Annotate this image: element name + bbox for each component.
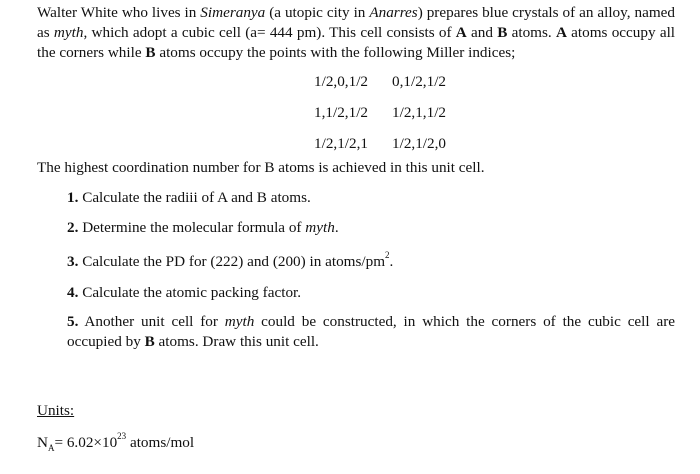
question-text: .	[334, 219, 339, 236]
question-1	[67, 188, 675, 208]
intro-text: atoms.	[507, 24, 556, 41]
miller-row	[314, 66, 446, 97]
miller-index: 0,1/2,1/2	[392, 72, 447, 90]
intro-text: , which adopt a cubic cell (a= 444 pm). This cell consists of	[83, 24, 456, 41]
question-text: .	[389, 253, 394, 270]
miller-index: 1,1/2,1/2	[314, 103, 369, 121]
question-number: 1.	[67, 189, 79, 206]
question-3	[67, 252, 675, 272]
miller-row	[314, 128, 446, 159]
alloy-name: myth	[224, 313, 255, 330]
avogadro-unit: atoms/mol	[126, 434, 195, 451]
question-text: Determine the molecular formula of	[78, 219, 306, 236]
question-5	[67, 312, 675, 352]
avogadro-subscript: A	[47, 443, 55, 453]
coordination-statement: The highest coordination number for B atoms is achieved in this unit cell.	[37, 159, 485, 176]
question-number: 3.	[67, 253, 79, 270]
exponent: 2	[385, 250, 390, 260]
question-text: Another unit cell for	[78, 313, 225, 330]
miller-indices-table	[314, 66, 446, 159]
atom-b-label: B	[144, 333, 155, 350]
city-name: Simeranya	[200, 4, 266, 21]
question-number: 5.	[67, 313, 79, 330]
alloy-name: myth	[53, 24, 84, 41]
place-name: Anarres	[369, 4, 418, 21]
question-text: atoms. Draw this unit cell.	[154, 333, 319, 350]
miller-index: 1/2,1/2,1	[314, 134, 369, 152]
avogadro-constant	[37, 433, 194, 453]
miller-index: 1/2,1/2,0	[392, 134, 447, 152]
question-number: 4.	[67, 284, 79, 301]
intro-text: and	[466, 24, 498, 41]
miller-index: 1/2,0,1/2	[314, 72, 369, 90]
intro-text: atoms occupy all the corners while	[37, 24, 676, 61]
intro-text: (a utopic city in	[265, 4, 370, 21]
miller-index: 1/2,1,1/2	[392, 103, 447, 121]
atom-a-label: A	[455, 24, 467, 41]
atom-b-label: B	[145, 44, 156, 61]
intro-text: Walter White who lives in	[37, 4, 201, 21]
question-text: Calculate the atomic packing factor.	[78, 284, 302, 301]
intro-text: ) prepares blue crystals of an alloy, named as	[37, 4, 675, 41]
question-text: Calculate the radiii of A and B atoms.	[78, 189, 311, 206]
miller-row	[314, 97, 446, 128]
atom-b-label: B	[497, 24, 508, 41]
avogadro-exponent: 23	[117, 431, 127, 441]
avogadro-symbol: N	[37, 434, 48, 451]
intro-text: atoms occupy the points with the following Miller indices;	[155, 44, 516, 61]
question-4	[67, 283, 675, 303]
units-heading: Units:	[37, 402, 75, 419]
atom-a-label: A	[555, 24, 567, 41]
intro-paragraph	[37, 3, 675, 63]
alloy-name: myth	[305, 219, 335, 236]
question-text: Calculate the PD for (222) and (200) in atoms/pm	[78, 253, 386, 270]
avogadro-value: = 6.02×10	[54, 434, 118, 451]
question-number: 2.	[67, 219, 79, 236]
question-2	[67, 218, 675, 238]
question-text: could be constructed, in which the corners of the cubic cell are occupied by	[67, 313, 675, 350]
